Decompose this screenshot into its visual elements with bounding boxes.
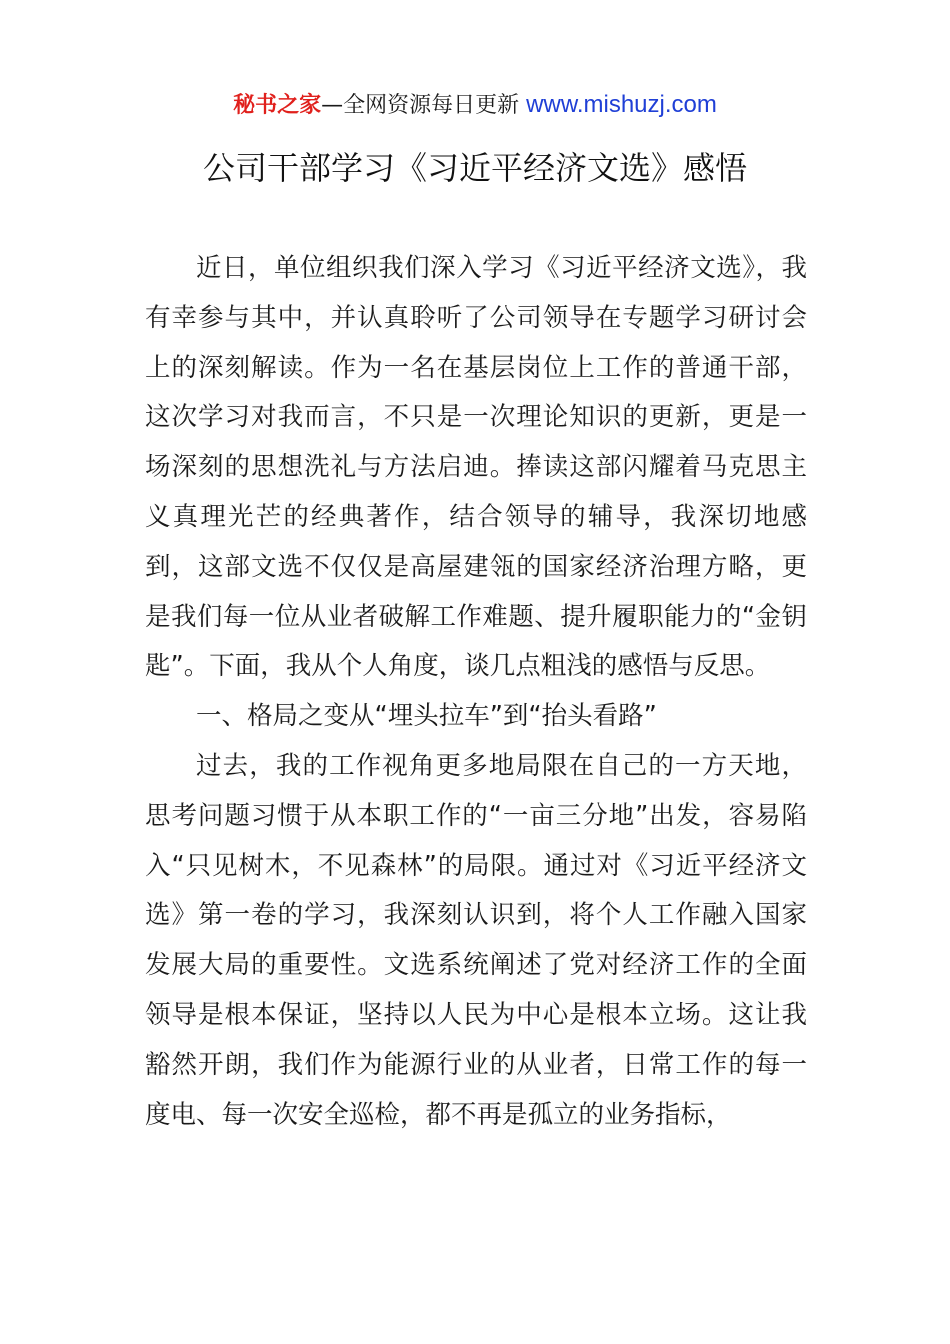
document-body [145, 244, 807, 1140]
site-url-link[interactable]: www.mishuzj.com [526, 91, 717, 118]
intro-paragraph: 近日，单位组织我们深入学习《习近平经济文选》，我有幸参与其中，并认真聆听了公司领导在专题学习研讨会上的深刻解读。作为一名在基层岗位上工作的普通干部，这次学习对我而言，不只是一次理论知识的更新，更是一场深刻的思想洗礼与方法启迪。捧读这部闪耀着马克思主义真理光芒的经典著作，结合领导的辅导，我深切地感到，这部文选不仅仅是高屋建瓴的国家经济治理方略，更是我们每一位从业者破解工作难题、提升履职能力的“金钥匙”。下面，我从个人角度，谈几点粗浅的感悟与反思。 [145, 253, 807, 682]
section-heading: 一、格局之变从“埋头拉车”到“抬头看路” [196, 701, 657, 732]
site-header [0, 88, 950, 123]
document-title: 公司干部学习《习近平经济文选》感悟 [202, 149, 747, 187]
body-paragraph: 过去，我的工作视角更多地局限在自己的一方天地，思考问题习惯于从本职工作的“一亩三分地”出发，容易陷入“只见树木，不见森林”的局限。通过对《习近平经济文选》第一卷的学习，我深刻认识到，将个人工作融入国家发展大局的重要性。文选系统阐述了党对经济工作的全面领导是根本保证，坚持以人民为中心是根本立场。这让我豁然开朗，我们作为能源行业的从业者，日常工作的每一度电、每一次安全巡检，都不再是孤立的业务指标， [145, 750, 807, 1130]
site-brand: 秘书之家 [233, 93, 322, 118]
site-tagline: —全网资源每日更新 [321, 93, 520, 118]
